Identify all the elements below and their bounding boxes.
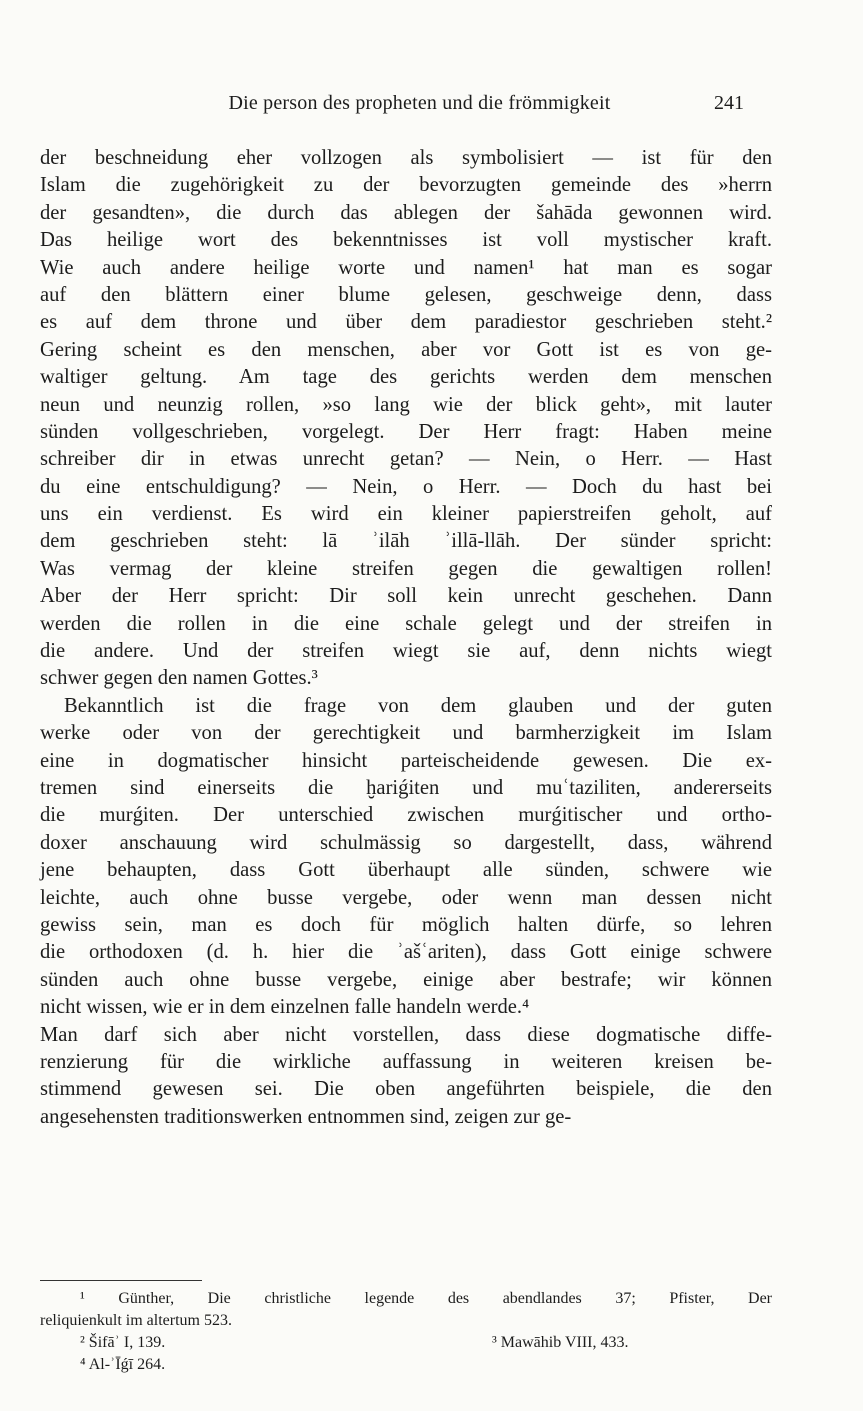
body-line: der gesandten», die durch das ablegen der šahāda gewonnen wird. — [40, 201, 772, 224]
body-line: werden die rollen in die eine schale gelegt und der streifen in — [40, 612, 772, 635]
body-line: sünden auch ohne busse vergebe, einige aber bestrafe; wir können — [40, 968, 772, 991]
footnote-1-line-1: ¹ Günther, Die christliche legende des abendlandes 37; Pfister, Der — [80, 1290, 772, 1307]
body-line: gewiss sein, man es doch für möglich halten dürfe, so lehren — [40, 913, 772, 936]
running-header — [165, 92, 744, 122]
footnote-2: ² Šifāʾ I, 139. — [80, 1334, 166, 1351]
footnote-4: ⁴ Al-ʾĪǵī 264. — [80, 1356, 166, 1373]
body-line: nicht wissen, wie er in dem einzelnen falle handeln werde.⁴ — [40, 996, 530, 1019]
body-line: dem geschrieben steht: lā ʾilāh ʾillā-llāh. Der sünder spricht: — [40, 530, 772, 553]
body-line: die andere. Und der streifen wiegt sie auf, denn nichts wiegt — [40, 640, 772, 663]
footnote-4-row — [40, 1354, 772, 1376]
body-line: Aber der Herr spricht: Dir soll kein unrecht geschehen. Dann — [40, 585, 772, 608]
body-line: Bekanntlich ist die frage von dem glauben und der guten — [64, 694, 772, 717]
footnote-divider — [40, 1280, 202, 1281]
body-line: Das heilige wort des bekenntnisses ist voll mystischer kraft. — [40, 229, 772, 252]
body-line: Islam die zugehörigkeit zu der bevorzugten gemeinde des »herrn — [40, 174, 772, 197]
footnote-3: ³ Mawāhib VIII, 433. — [492, 1334, 629, 1351]
body-line: du eine entschuldigung? — Nein, o Herr. — Doch du hast bei — [40, 475, 772, 498]
body-line: die murǵiten. Der unterschied zwischen murǵitischer und ortho- — [40, 804, 772, 827]
body-line: auf den blättern einer blume gelesen, geschweige denn, dass — [40, 283, 772, 306]
body-line: Man darf sich aber nicht vorstellen, dass diese dogmatische diffe- — [40, 1023, 772, 1046]
body-text — [40, 145, 772, 1131]
body-line: Gering scheint es den menschen, aber vor Gott ist es von ge- — [40, 338, 772, 361]
body-line: es auf dem throne und über dem paradiestor geschrieben steht.² — [40, 311, 772, 334]
body-line: die orthodoxen (d. h. hier die ʾašʿariten), dass Gott einige schwere — [40, 941, 772, 964]
body-line: doxer anschauung wird schulmässig so dargestellt, dass, während — [40, 831, 772, 854]
body-line: Was vermag der kleine streifen gegen die gewaltigen rollen! — [40, 557, 772, 580]
footnotes — [40, 1288, 772, 1376]
body-line: uns ein verdienst. Es wird ein kleiner papierstreifen geholt, auf — [40, 503, 772, 526]
page-number: 241 — [714, 92, 744, 114]
body-line: angesehensten traditionswerken entnommen sind, zeigen zur ge- — [40, 1105, 572, 1128]
body-line: waltiger geltung. Am tage des gerichts werden dem menschen — [40, 366, 772, 389]
body-line: stimmend gewesen sei. Die oben angeführten beispiele, die den — [40, 1078, 772, 1101]
running-title: Die person des propheten und die frömmigkeit — [228, 92, 611, 114]
body-line: jene behaupten, dass Gott überhaupt alle sünden, schwere wie — [40, 859, 772, 882]
body-line: der beschneidung eher vollzogen als symbolisiert — ist für den — [40, 147, 772, 169]
body-line: neun und neunzig rollen, »so lang wie der blick geht», mit lauter — [40, 393, 772, 416]
body-line: schreiber dir in etwas unrecht getan? — Nein, o Herr. — Hast — [40, 448, 772, 471]
body-line: schwer gegen den namen Gottes.³ — [40, 667, 318, 690]
footnote-1-line-2: reliquienkult im altertum 523. — [40, 1312, 232, 1329]
body-line: tremen sind einerseits die ḫariǵiten und muʿtaziliten, andererseits — [40, 776, 772, 799]
footnote-row — [40, 1332, 772, 1354]
body-line: renzierung für die wirkliche auffassung in weiteren kreisen be- — [40, 1050, 772, 1073]
body-line: Wie auch andere heilige worte und namen¹ hat man es sogar — [40, 256, 772, 279]
body-line: leichte, auch ohne busse vergebe, oder wenn man dessen nicht — [40, 886, 772, 909]
body-line: sünden vollgeschrieben, vorgelegt. Der Herr fragt: Haben meine — [40, 420, 772, 443]
body-line: eine in dogmatischer hinsicht parteischeidende gewesen. Die ex- — [40, 749, 772, 772]
body-line: werke oder von der gerechtigkeit und barmherzigkeit im Islam — [40, 722, 772, 745]
